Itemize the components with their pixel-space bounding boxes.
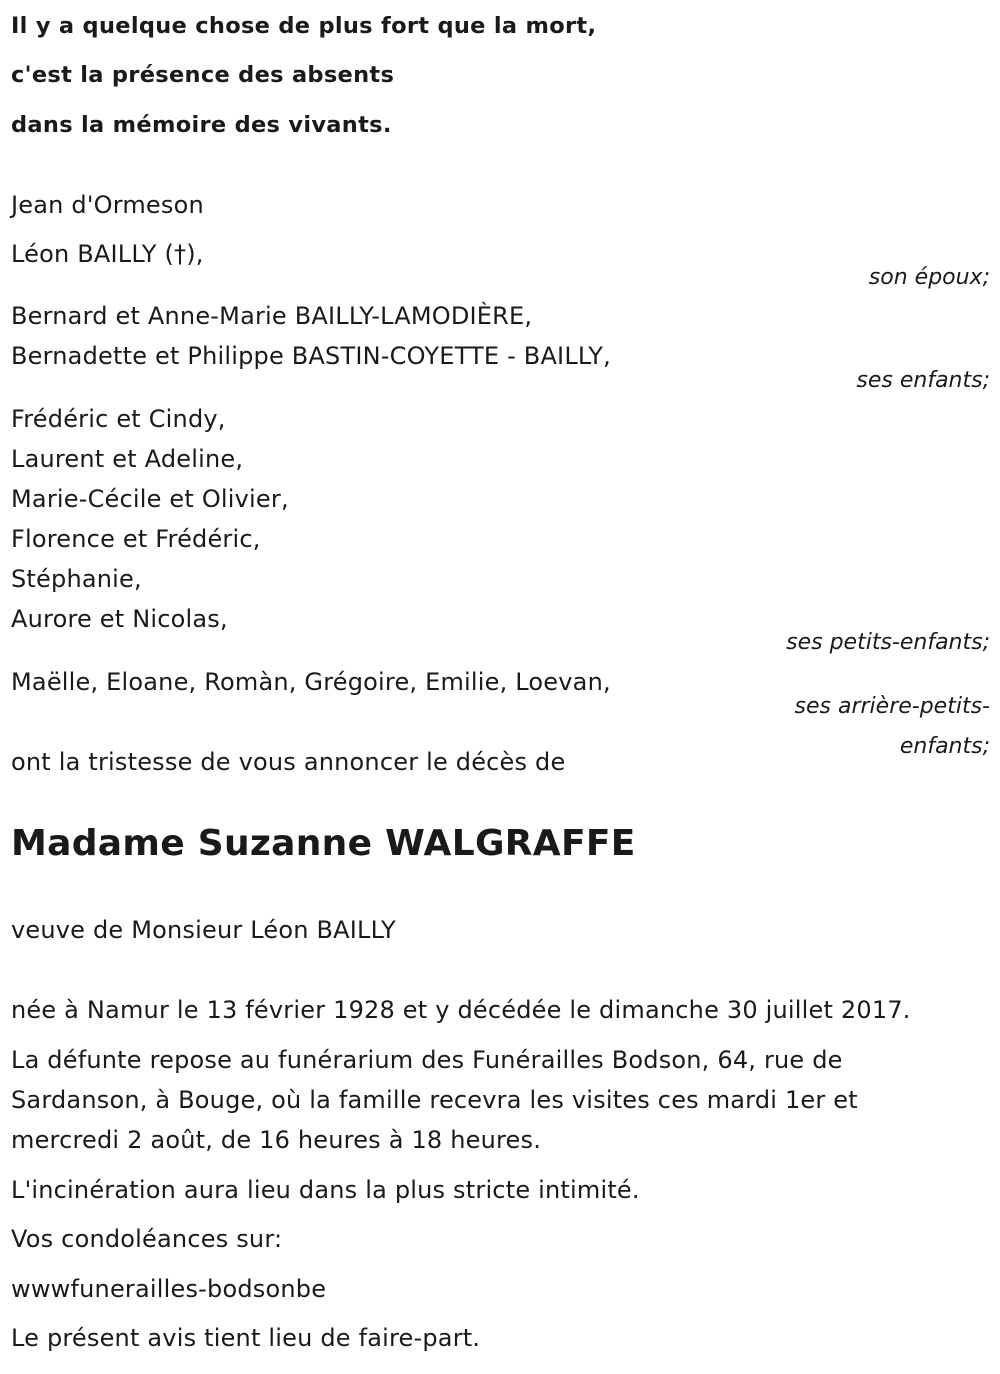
- widow-of-text: veuve de Monsieur Léon BAILLY: [11, 916, 396, 944]
- grandchild-line-1: Frédéric et Cindy,: [11, 405, 226, 433]
- condolences-label: Vos condoléances sur:: [11, 1225, 283, 1253]
- grandchild-line-3: Marie-Cécile et Olivier,: [11, 485, 289, 513]
- grandchildren-relation: ses petits-enfants;: [786, 630, 990, 655]
- grandchild-line-4: Florence et Frédéric,: [11, 525, 261, 553]
- child-line-2: Bernadette et Philippe BASTIN-COYETTE - BAILLY,: [11, 342, 611, 370]
- child-line-1: Bernard et Anne-Marie BAILLY-LAMODIÈRE,: [11, 302, 533, 330]
- notice-text: Le présent avis tient lieu de faire-part.: [11, 1324, 481, 1352]
- children-relation: ses enfants;: [856, 368, 990, 393]
- announcement-text: ont la tristesse de vous annoncer le décès de: [11, 748, 566, 776]
- repose-line-3: mercredi 2 août, de 16 heures à 18 heures.: [11, 1126, 542, 1154]
- repose-line-1: La défunte repose au funérarium des Funérailles Bodson, 64, rue de: [11, 1046, 843, 1074]
- condolences-website: wwwfunerailles-bodsonbe: [11, 1275, 327, 1303]
- spouse-relation: son époux;: [868, 265, 990, 290]
- grandchild-line-2: Laurent et Adeline,: [11, 445, 244, 473]
- deceased-name: Madame Suzanne WALGRAFFE: [11, 823, 636, 864]
- great-grandchildren-names: Maëlle, Eloane, Romàn, Grégoire, Emilie, Loevan,: [11, 668, 611, 696]
- grandchild-line-5: Stéphanie,: [11, 565, 142, 593]
- birth-death-text: née à Namur le 13 février 1928 et y décédée le dimanche 30 juillet 2017.: [11, 996, 911, 1024]
- cremation-text: L'incinération aura lieu dans la plus stricte intimité.: [11, 1176, 640, 1204]
- quote-author: Jean d'Ormeson: [11, 191, 204, 219]
- quote-line-2: c'est la présence des absents: [11, 62, 395, 88]
- great-grandchildren-relation: ses arrière-petits-enfants;: [794, 694, 990, 759]
- quote-line-1: Il y a quelque chose de plus fort que la mort,: [11, 13, 597, 39]
- spouse-name: Léon BAILLY (†),: [11, 240, 204, 268]
- grandchild-line-6: Aurore et Nicolas,: [11, 605, 228, 633]
- repose-line-2: Sardanson, à Bouge, où la famille recevra les visites ces mardi 1er et: [11, 1086, 858, 1114]
- quote-line-3: dans la mémoire des vivants.: [11, 112, 392, 138]
